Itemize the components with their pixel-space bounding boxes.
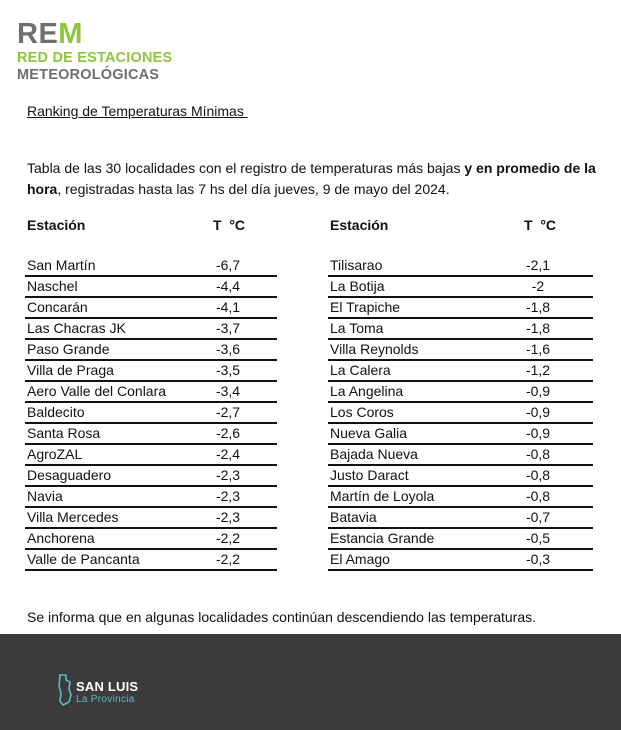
footer-brand: SAN LUIS (76, 679, 139, 694)
column-header-station: Estación (330, 217, 389, 233)
table-row (328, 382, 593, 403)
temperature-value: -2,2 (215, 530, 241, 546)
table-row (328, 277, 593, 298)
rem-logo-m: M (58, 18, 83, 50)
station-name: Los Coros (330, 404, 394, 420)
station-name: Naschel (27, 278, 78, 294)
station-name: Aero Valle del Conlara (27, 383, 167, 399)
rem-logo-line2: METEOROLÓGICAS (17, 67, 160, 83)
column-header-station: Estación (27, 217, 86, 233)
temperature-value: -2,6 (215, 425, 241, 441)
footer-bar (0, 634, 621, 730)
temperature-value: -0,8 (525, 467, 551, 483)
table-row (25, 529, 277, 550)
san-luis-map-icon (57, 674, 73, 706)
station-name: Justo Daract (330, 467, 409, 483)
temperature-value: -0,9 (525, 425, 551, 441)
table-row (328, 529, 593, 550)
station-name: El Amago (330, 551, 390, 567)
report-title: Ranking de Temperaturas Mínimas (27, 103, 248, 119)
station-name: Villa de Praga (27, 362, 114, 378)
table-row (25, 466, 277, 487)
station-name: Santa Rosa (27, 425, 101, 441)
temperature-value: -3,7 (215, 320, 241, 336)
station-name: Desaguadero (27, 467, 112, 483)
temperature-value: -0,9 (525, 404, 551, 420)
table-body (328, 256, 593, 571)
station-name: AgroZAL (27, 446, 83, 462)
rem-logo-line1: RED DE ESTACIONES (17, 50, 173, 66)
station-name: El Trapiche (330, 299, 401, 315)
table-row (328, 445, 593, 466)
temperature-value: -2,2 (215, 551, 241, 567)
temperature-value: -2,4 (215, 446, 241, 462)
station-name: Valle de Pancanta (27, 551, 140, 567)
temperature-value: -1,6 (525, 341, 551, 357)
station-name: Batavia (330, 509, 377, 525)
table-row (25, 382, 277, 403)
station-name: Nueva Galia (330, 425, 408, 441)
temperature-value: -0,5 (525, 530, 551, 546)
station-name: Estancia Grande (330, 530, 435, 546)
table-row (328, 319, 593, 340)
temperature-value: -3,6 (215, 341, 241, 357)
table-row (25, 424, 277, 445)
rem-logo-re: RE (17, 18, 59, 50)
temperature-value: -1,8 (525, 299, 551, 315)
table-row (25, 256, 277, 277)
station-name: La Angelina (330, 383, 404, 399)
intro-text-1: Tabla de las 30 localidades con el registro de temperaturas más bajas (27, 160, 465, 176)
table-row (25, 277, 277, 298)
table-body (25, 256, 277, 571)
station-name: Paso Grande (27, 341, 110, 357)
table-header (25, 217, 277, 237)
table-row (25, 298, 277, 319)
station-name: Navia (27, 488, 63, 504)
station-name: Baldecito (27, 404, 85, 420)
station-name: San Martín (27, 257, 96, 273)
temperature-value: -4,1 (215, 299, 241, 315)
station-name: Bajada Nueva (330, 446, 418, 462)
ranking-table-right (328, 217, 593, 571)
temperature-value: -4,4 (215, 278, 241, 294)
footer-subtitle: La Provincia (76, 694, 135, 705)
station-name: Tilisarao (330, 257, 383, 273)
station-name: Villa Mercedes (27, 509, 119, 525)
temperature-value: -1,2 (525, 362, 551, 378)
table-row (328, 403, 593, 424)
intro-text-bold: y en promedio de la hora (27, 160, 596, 197)
station-name: Villa Reynolds (330, 341, 419, 357)
temperature-value: -1,8 (525, 320, 551, 336)
temperature-value: -0,8 (525, 446, 551, 462)
temperature-value: -3,4 (215, 383, 241, 399)
temperature-value: -2,3 (215, 509, 241, 525)
table-row (25, 340, 277, 361)
table-row (25, 550, 277, 571)
temperature-value: -0,7 (525, 509, 551, 525)
table-row (328, 508, 593, 529)
report-note: Se informa que en algunas localidades continúan descendiendo las temperaturas. (27, 609, 537, 625)
table-row (25, 508, 277, 529)
table-row (25, 445, 277, 466)
temperature-value: -0,9 (525, 383, 551, 399)
rem-logo-wordmark (17, 20, 172, 48)
ranking-table-left (25, 217, 277, 571)
station-name: Anchorena (27, 530, 95, 546)
table-row (25, 487, 277, 508)
table-row (328, 340, 593, 361)
temperature-value: -6,7 (215, 257, 241, 273)
station-name: Martín de Loyola (330, 488, 435, 504)
table-row (328, 298, 593, 319)
table-row (25, 403, 277, 424)
station-name: La Botija (330, 278, 385, 294)
table-row (25, 319, 277, 340)
table-row (328, 424, 593, 445)
table-row (328, 256, 593, 277)
temperature-value: -2,3 (215, 488, 241, 504)
report-intro (27, 158, 602, 200)
temperature-value: -2,3 (215, 467, 241, 483)
station-name: Las Chacras JK (27, 320, 126, 336)
table-row (328, 466, 593, 487)
rem-logo (17, 20, 172, 84)
temperature-value: -3,5 (215, 362, 241, 378)
table-row (328, 361, 593, 382)
temperature-value: -2,7 (215, 404, 241, 420)
temperature-value: -0,3 (525, 551, 551, 567)
temperature-value: -0,8 (525, 488, 551, 504)
column-header-temp: T °C (213, 217, 246, 233)
table-header (328, 217, 593, 237)
table-row (328, 550, 593, 571)
temperature-value: -2 (531, 278, 545, 294)
station-name: La Toma (330, 320, 384, 336)
intro-text-2: , registradas hasta las 7 hs del día jueves, 9 de mayo del 2024. (57, 181, 450, 197)
table-row (328, 487, 593, 508)
table-row (25, 361, 277, 382)
temperature-value: -2,1 (525, 257, 551, 273)
column-header-temp: T °C (524, 217, 557, 233)
station-name: Concarán (27, 299, 88, 315)
station-name: La Calera (330, 362, 391, 378)
